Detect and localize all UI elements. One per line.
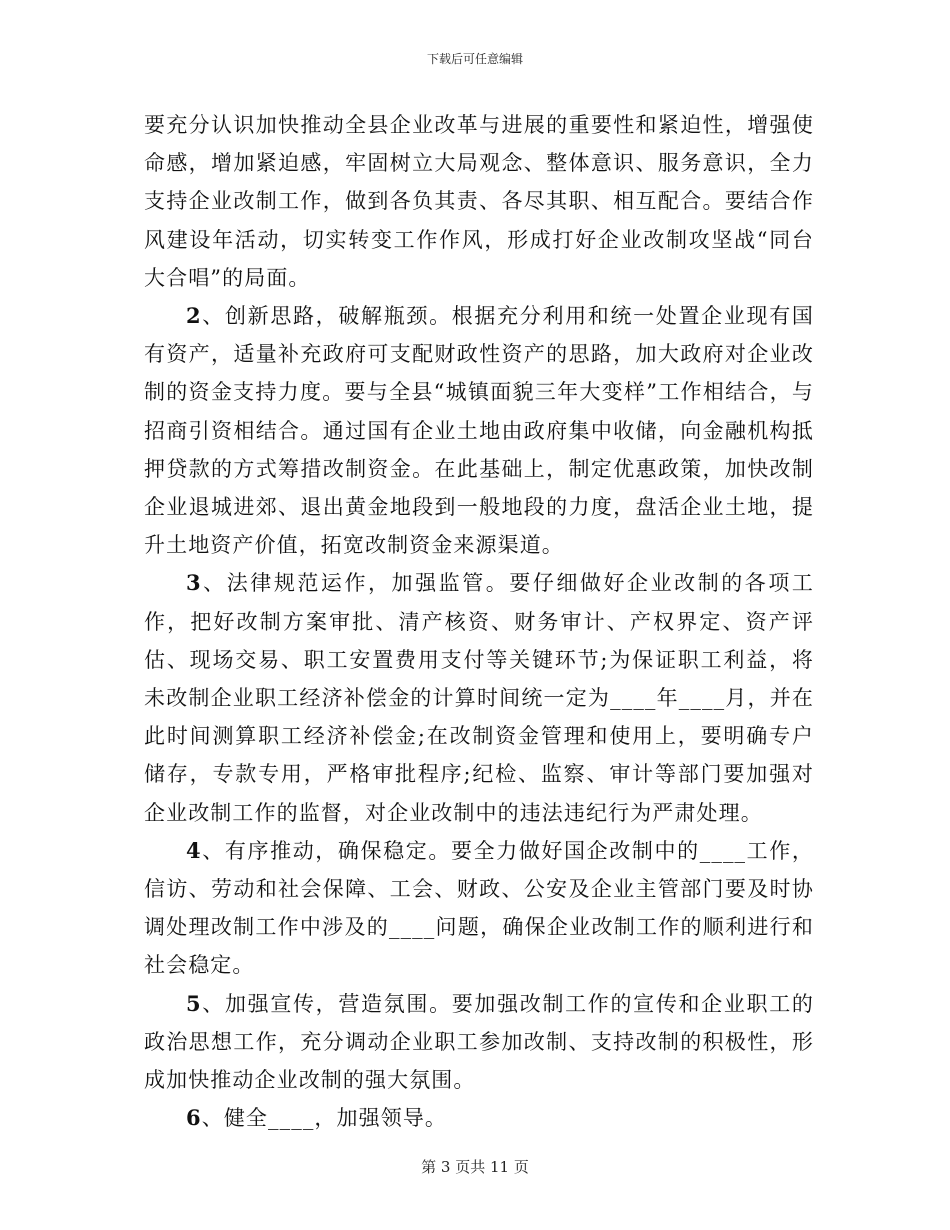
paragraph-number: 4 [186,837,202,863]
paragraph-6 [144,1099,814,1137]
paragraph-number: 3 [186,570,202,596]
paragraph-5 [144,985,814,1100]
paragraph-text: 、有序推动，确保稳定。要全力做好国企改制中的____工作，信访、劳动和社会保障、工会、财政、公安及企业主管部门要及时协调处理改制工作中涉及的____问题，确保企业改制工作的顺利进行和社会稳定。 [144,838,814,978]
paragraph-4 [144,832,814,985]
paragraph-number: 5 [186,990,202,1016]
paragraph-text: 、法律规范运作，加强监管。要仔细做好企业改制的各项工作，把好改制方案审批、清产核资、财务审计、产权界定、资产评估、现场交易、职工安置费用支付等关键环节;为保证职工利益，将未改制企业职工经济补偿金的计算时间统一定为____年____月，并在此时间测算职工经济补偿金;在改制资金管理和使用上，要明确专户储存，专款专用，严格审批程序;纪检、监察、审计等部门要加强对企业改制工作的监督，对企业改制中的违法违纪行为严肃处理。 [144,571,814,825]
paragraph-text: 、健全____，加强领导。 [201,1106,448,1131]
paragraph-3 [144,564,814,831]
paragraph-number: 6 [186,1105,202,1131]
paragraph-text: 要充分认识加快推动全县企业改革与进展的重要性和紧迫性，增强使命感，增加紧迫感，牢固树立大局观念、整体意识、服务意识，全力支持企业改制工作，做到各负其责、各尽其职、相互配合。要结合作风建设年活动，切实转变工作作风，形成打好企业改制攻坚战“同台大合唱”的局面。 [144,113,814,290]
paragraph-text: 、加强宣传，营造氛围。要加强改制工作的宣传和企业职工的政治思想工作，充分调动企业职工参加改制、支持改制的积极性，形成加快推动企业改制的强大氛围。 [144,991,814,1093]
paragraph-number: 2 [186,303,202,329]
page-header: 下载后可任意编辑 [426,52,523,66]
paragraph-2 [144,297,814,564]
page-footer: 第 3 页共 11 页 [421,1158,529,1176]
paragraph-text: 、创新思路，破解瓶颈。根据充分利用和统一处置企业现有国有资产，适量补充政府可支配财政性资产的思路，加大政府对企业改制的资金支持力度。要与全县“城镇面貌三年大变样”工作相结合，与招商引资相结合。通过国有企业土地由政府集中收储，向金融机构抵押贷款的方式筹措改制资金。在此基础上，制定优惠政策，加快改制企业退城进郊、退出黄金地段到一般地段的力度，盘活企业土地，提升土地资产价值，拓宽改制资金来源渠道。 [144,304,814,558]
paragraph-1 [144,106,814,297]
document-body [144,106,814,1137]
